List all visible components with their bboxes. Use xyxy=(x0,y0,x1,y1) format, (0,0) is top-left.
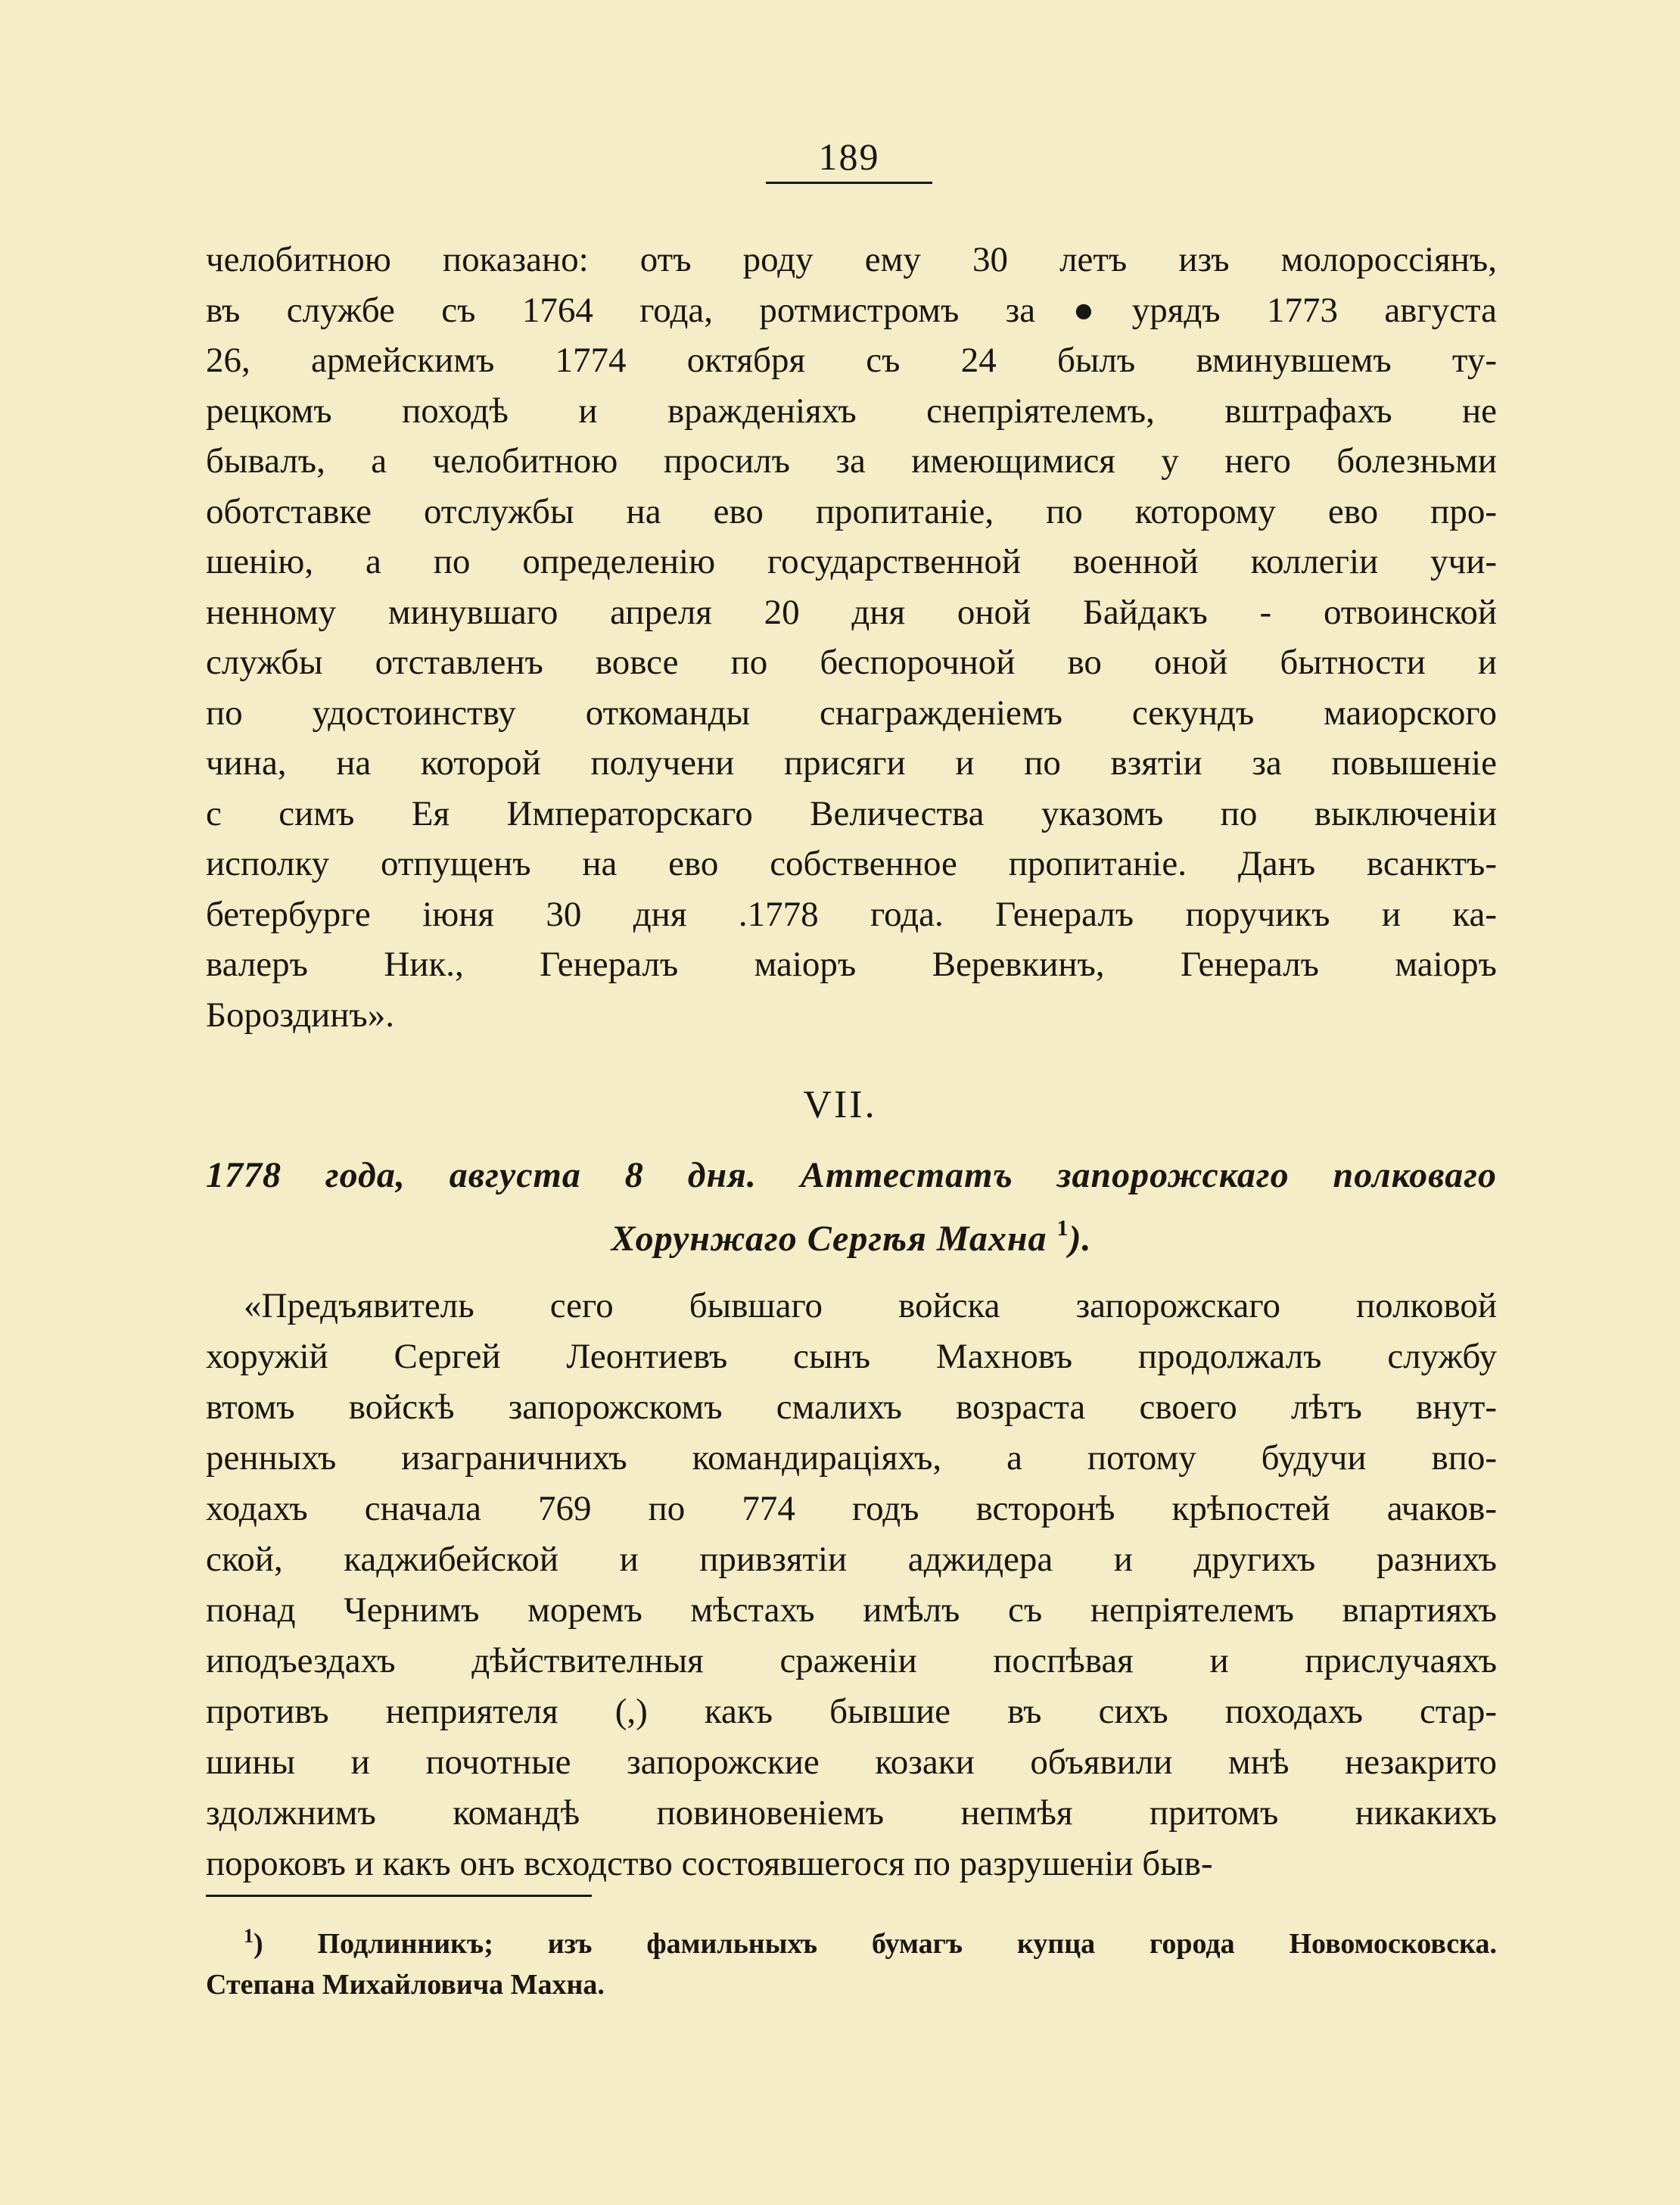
text-line: челобитною показано: отъ роду ему 30 летъ изъ молороссіянъ, xyxy=(206,240,1497,279)
text-line: с симъ Ея Императорскаго Величества указомъ по выключеніи xyxy=(206,793,1497,833)
text-line: ненному минувшаго апреля 20 дня оной Байдакъ - отвоинской xyxy=(206,592,1497,632)
text-line: по удостоинству откоманды снагражденіемъ секундъ маиорского xyxy=(206,693,1497,733)
section-title-text: Хорунжаго Сергѣя Махна xyxy=(611,1219,1047,1259)
section-title-line-1: 1778 года, августа 8 дня. Аттестатъ запорожскаго полковаго xyxy=(206,1155,1497,1195)
section-title-line-2 xyxy=(206,1204,1497,1264)
header-rule xyxy=(766,182,932,184)
text-line: рецкомъ походѣ и вражденіяхъ снепріятелемъ, вштрафахъ не xyxy=(206,391,1497,431)
text-line: пороковъ и какъ онъ всходство состоявшегося по разрушеніи быв- xyxy=(206,1844,1213,1883)
footnote-reference: 1 xyxy=(1056,1216,1069,1241)
footnote-rule xyxy=(206,1895,592,1897)
text-line: въ службе съ 1764 года, ротмистромъ за●урядъ 1773 августа xyxy=(206,290,1497,330)
text-line: чина, на которой получени присяги и по взятіи за повышеніе xyxy=(206,743,1497,783)
text-line: валеръ Ник., Генералъ маіоръ Веревкинъ, Генералъ маіоръ xyxy=(206,945,1497,984)
text-line: шенію, а по определенію государственной военной коллегіи учи- xyxy=(206,542,1497,581)
footnote-line-2: Степана Михайловича Махна. xyxy=(206,1969,605,2001)
text-line: ренныхъ изаграничнихъ командираціяхъ, а потому будучи впо- xyxy=(206,1438,1497,1478)
text-line: бывалъ, а челобитною просилъ за имеющимися у него болезньми xyxy=(206,441,1497,481)
text-line: противъ неприятеля (,) какъ бывшие въ сихъ походахъ стар- xyxy=(206,1692,1497,1731)
text-line: оботставке отслужбы на ево пропитаніе, по которому ево про- xyxy=(206,491,1497,531)
section-number: VII. xyxy=(803,1083,877,1126)
text-line: хоружій Сергей Леонтиевъ сынъ Махновъ продолжалъ службу xyxy=(206,1337,1497,1376)
text-line: исполку отпущенъ на ево собственное пропитаніе. Данъ всанктъ- xyxy=(206,844,1497,883)
text-line: ской, каджибейской и привзятіи аджидера и другихъ разнихъ xyxy=(206,1540,1497,1579)
footnote-mark: 1 xyxy=(244,1925,254,1947)
text-line: Бороздинъ». xyxy=(206,995,394,1035)
text-line: шины и почотные запорожские козаки объявили мнѣ незакрито xyxy=(206,1743,1497,1782)
text-line: ходахъ сначала 769 по 774 годъ всторонѣ крѣпостей ачаков- xyxy=(206,1489,1497,1528)
footnote-line-1 xyxy=(206,1915,1497,1965)
text-line: «Предъявитель сего бывшаго войска запорожскаго полковой xyxy=(244,1286,1497,1325)
footnote-text-1: ) Подлинникъ; изъ фамильныхъ бумагъ купца города Новомосковска. xyxy=(254,1928,1497,1960)
text-line: иподъездахъ дѣйствителныя сраженіи поспѣвая и прислучаяхъ xyxy=(206,1641,1497,1680)
text-line: понад Чернимъ моремъ мѣстахъ имѣлъ съ непріятелемъ впартияхъ xyxy=(206,1590,1497,1630)
page-number: 189 xyxy=(818,135,880,178)
section-title-end: ). xyxy=(1069,1219,1092,1259)
text-line: 26, армейскимъ 1774 октября съ 24 былъ вминувшемъ ту- xyxy=(206,341,1497,380)
text-line: втомъ войскѣ запорожскомъ смалихъ возраста своего лѣтъ внут- xyxy=(206,1387,1497,1427)
text-line: здолжнимъ командѣ повиновеніемъ непмѣя притомъ никакихъ xyxy=(206,1793,1497,1833)
text-line: службы отставленъ вовсе по беспорочной во оной бытности и xyxy=(206,643,1497,682)
text-line: бетербурге іюня 30 дня .1778 года. Генералъ поручикъ и ка- xyxy=(206,894,1497,934)
